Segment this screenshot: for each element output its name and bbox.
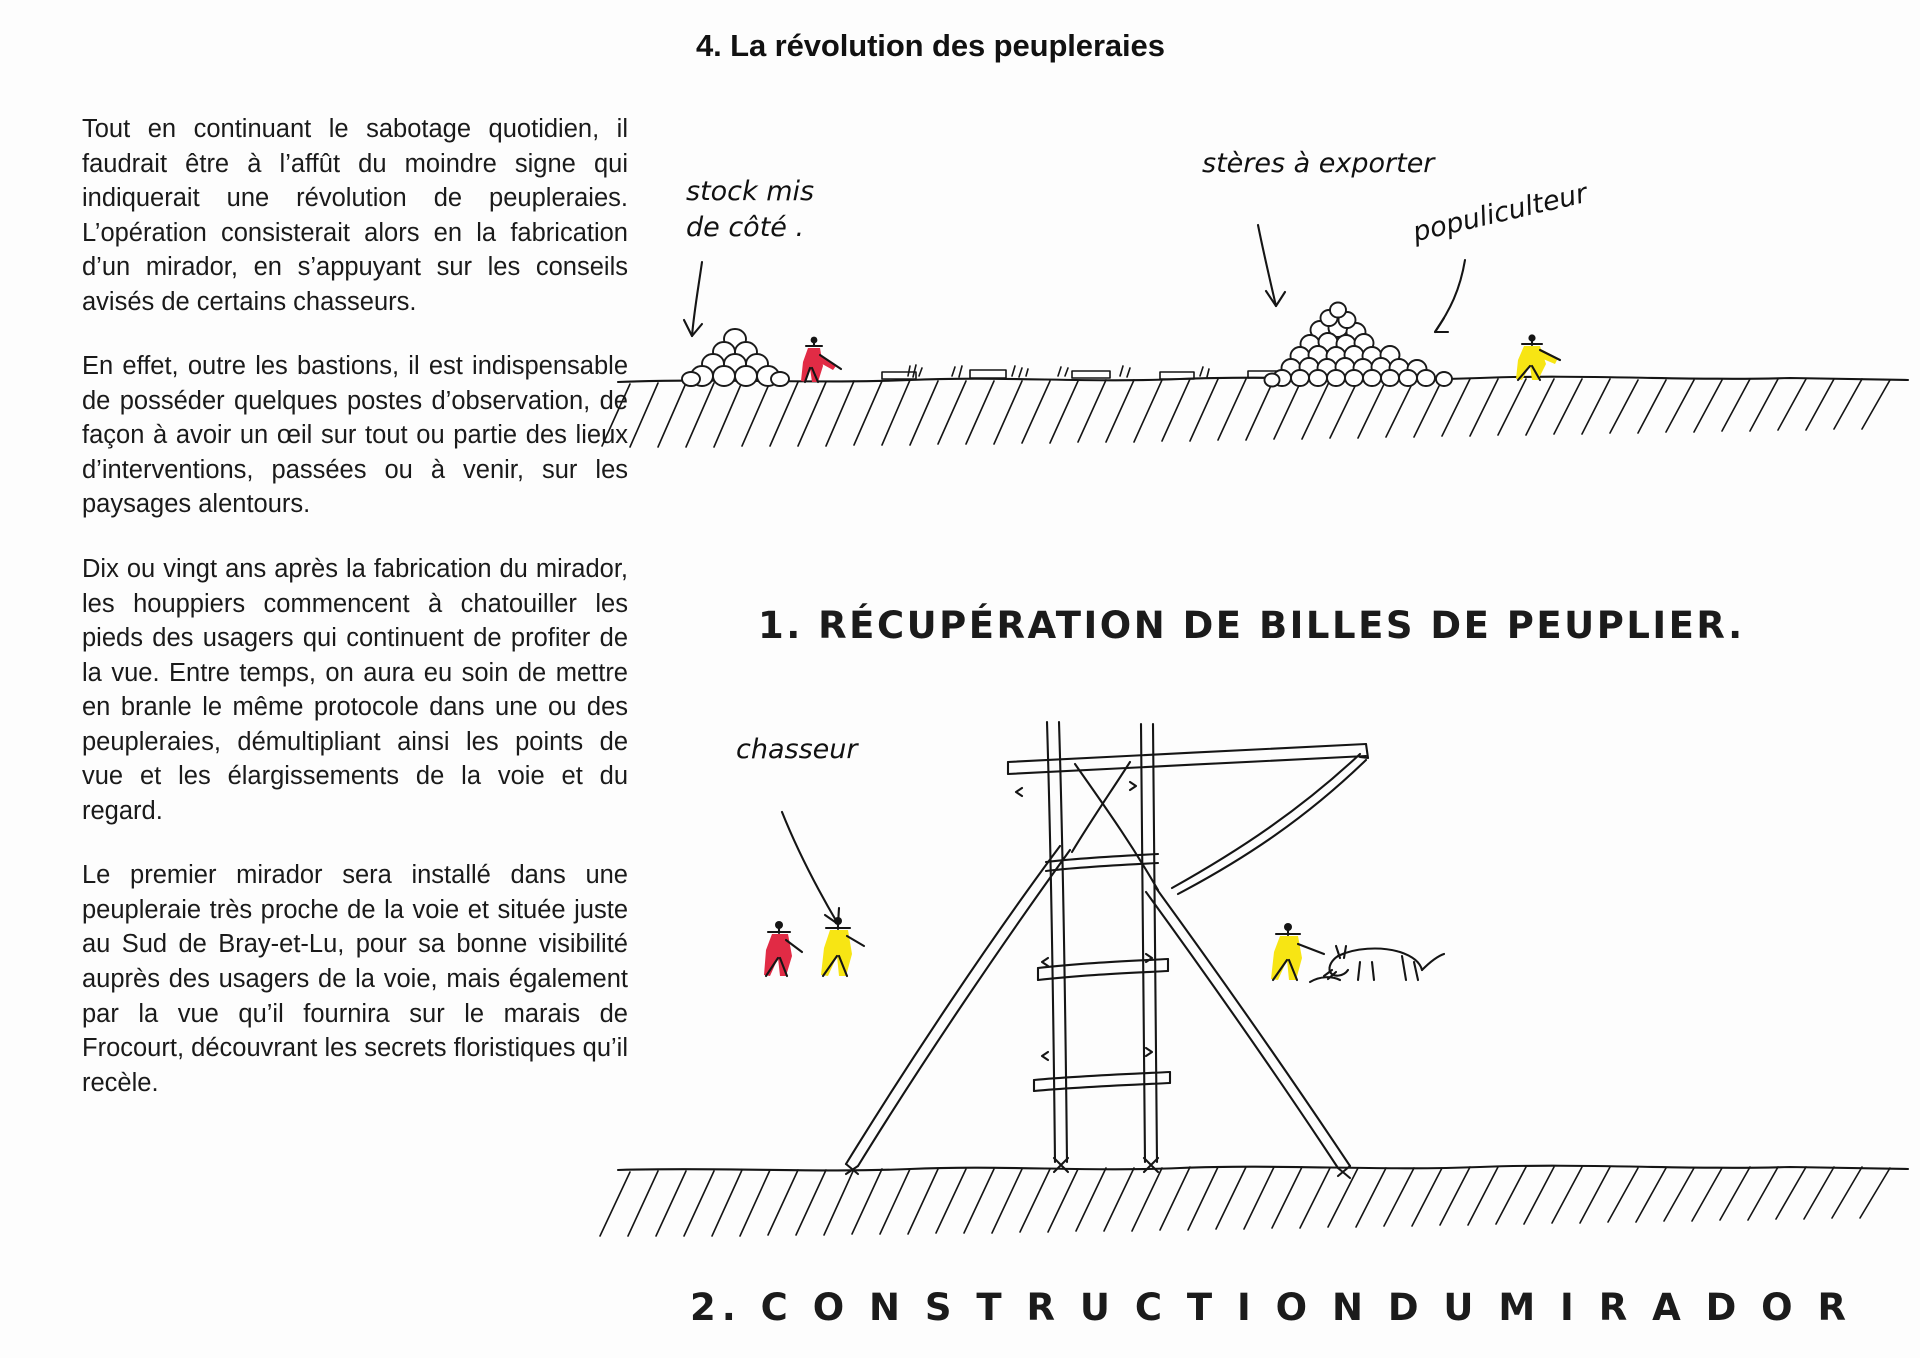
paragraph-1: Tout en continuant le sabotage quotidien, il faudrait être à l’affût du moindre signe qui indiquerait une révolution de peupleraies. L’opération consisterait alors en la fabrication d’un mirador, en s’appuyant sur les conseils avisés de certains chasseurs. (82, 115, 628, 316)
yellow-figure-left (821, 917, 864, 976)
paragraph-2: En effet, outre les bastions, il est indispensable de posséder quelques postes d’observation, de façon à avoir un œil sur tout ou partie des lieux d’interventions, passées ou à venir, sur les paysages alentours. (82, 352, 628, 519)
body-text-column (82, 112, 628, 1100)
paragraph-4: Le premier mirador sera installé dans une peupleraie très proche de la voie et située juste au Sud de Bray-et-Lu, pour sa bonne visibilité auprès des usagers de la voie, mais également par la vue qu’il fournira sur le marais de Frocourt, découvrant les secrets floristiques qu’il recèle. (82, 861, 628, 1097)
ground-vegetation (908, 365, 1209, 377)
annotation-populiculteur: populiculteur (1410, 178, 1591, 249)
illustration-2-caption: 2. C O N S T R U C T I O N D U M I R A D O R (690, 1286, 1853, 1329)
annotation-chasseur-arrow (782, 812, 839, 924)
red-figure (764, 921, 802, 976)
illustration-1-recuperation (660, 150, 1890, 550)
ground-hatching-2 (600, 1167, 1890, 1236)
page-title: 4. La révolution des peupleraies (696, 28, 1165, 63)
annotation-populiculteur-arrow (1435, 260, 1465, 332)
annotation-stock-mis-line1: stock mis (686, 176, 815, 207)
annotation-chasseur: chasseur (736, 734, 858, 765)
yellow-figure-right (1271, 923, 1324, 980)
ground-hatching (602, 379, 1890, 447)
illustration-2-drawing (660, 740, 1890, 1240)
annotation-steres-arrow (1258, 225, 1285, 306)
small-log-pile (682, 329, 789, 386)
yellow-worker-figure (1516, 334, 1560, 380)
annotation-stock-mis-line2: de côté . (686, 212, 805, 243)
illustration-1-drawing (660, 150, 1890, 550)
red-worker-figure (801, 337, 841, 382)
annotation-stock-arrow (684, 262, 702, 336)
dog-figure (1310, 946, 1444, 982)
paragraph-3: Dix ou vingt ans après la fabrication du mirador, les houppiers commencent à chatouiller les pieds des usagers qui continuent de profiter de la vue. Entre temps, on aura eu soin de mettre en branle le même protocole dans une ou des peupleraies, démultipliant ainsi les points de vue et les élargissements de la voie et du regard. (82, 555, 628, 825)
illustration-1-caption: 1. RÉCUPÉRATION DE BILLES DE PEUPLIER. (758, 604, 1745, 647)
large-log-pile (1265, 303, 1453, 387)
illustration-2-construction (660, 734, 1890, 1240)
annotation-steres-a-exporter: stères à exporter (1202, 148, 1435, 179)
